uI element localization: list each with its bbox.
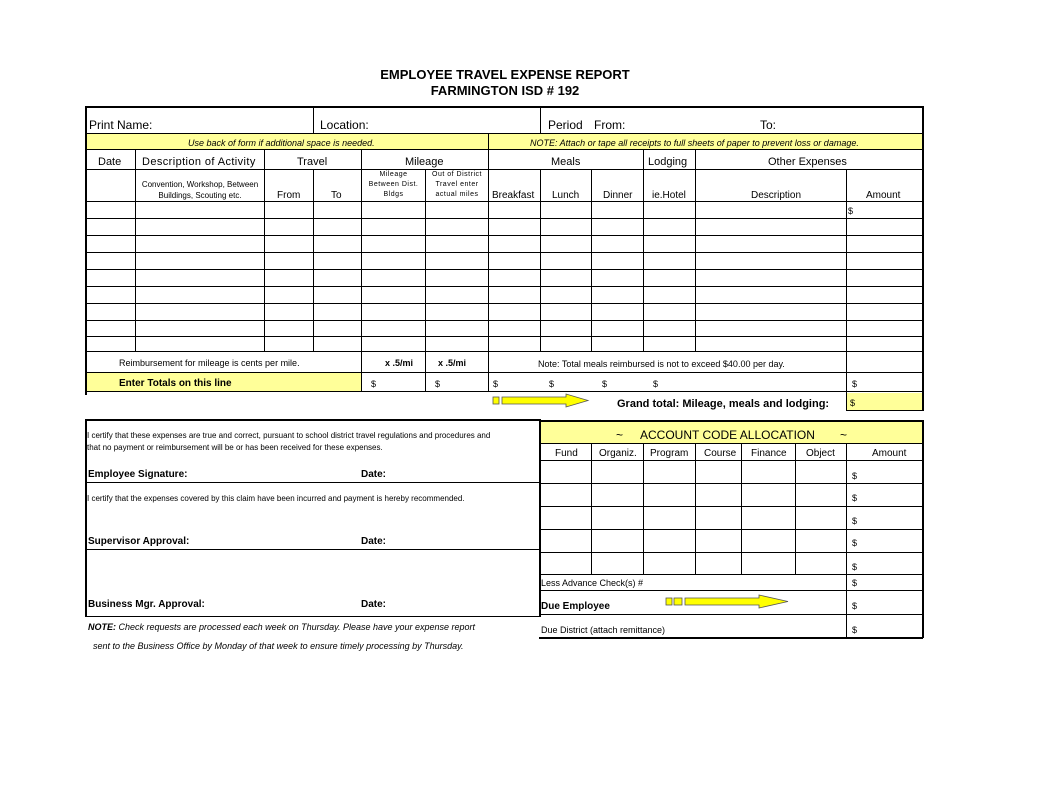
due-district-dollar: $ (852, 625, 858, 635)
total-dollar-lunch: $ (549, 379, 555, 389)
col-description-activity: Description of Activity (142, 156, 256, 168)
col-travel: Travel (297, 156, 328, 168)
col-organiz: Organiz. (599, 448, 637, 459)
total-dollar-other: $ (852, 379, 858, 389)
col-program: Program (650, 448, 689, 459)
business-mgr-date-label: Date: (361, 599, 387, 610)
col-out-of-district-1: Out of District (432, 171, 482, 178)
account-dollar-5: $ (852, 562, 858, 572)
employee-date-label: Date: (361, 469, 387, 480)
col-mileage-between-1: Mileage (379, 171, 408, 178)
grand-total-arrow-icon (492, 393, 592, 409)
back-of-form-note: Use back of form if additional space is needed. (188, 138, 375, 148)
col-fund: Fund (555, 448, 578, 459)
account-title-tilde-left: ~ (616, 428, 624, 442)
location-label: Location: (320, 118, 369, 132)
col-travel-to: To (331, 190, 342, 201)
col-date: Date (98, 156, 122, 168)
col-meals: Meals (551, 156, 581, 168)
grand-total-dollar: $ (850, 398, 856, 408)
total-dollar-dinner: $ (602, 379, 608, 389)
col-course: Course (704, 448, 737, 459)
col-out-of-district-3: actual miles (435, 191, 479, 198)
due-employee-arrow-icon (665, 594, 791, 610)
less-advance-dollar: $ (852, 578, 858, 588)
grand-total-label: Grand total: Mileage, meals and lodging: (617, 398, 830, 410)
enter-totals-label: Enter Totals on this line (119, 378, 232, 389)
mileage-reimbursement-note: Reimbursement for mileage is cents per mile. (119, 358, 300, 368)
col-finance: Finance (751, 448, 787, 459)
cert-text-1a: I certify that these expenses are true and correct, pursuant to school district travel regulations and procedures and (87, 431, 491, 440)
total-dollar-hotel: $ (653, 379, 659, 389)
col-out-of-district-2: Travel enter (435, 181, 479, 188)
total-dollar-mileage: $ (371, 379, 377, 389)
due-employee-label: Due Employee (541, 601, 610, 612)
col-mileage: Mileage (405, 156, 444, 168)
due-district-label: Due District (attach remittance) (541, 625, 666, 635)
col-amount: Amount (866, 190, 901, 201)
account-dollar-1: $ (852, 471, 858, 481)
col-mileage-between-2: Between Dist. (368, 181, 419, 188)
col-lunch: Lunch (552, 190, 580, 201)
footer-note-label: NOTE: (88, 622, 116, 632)
supervisor-approval-label: Supervisor Approval: (88, 536, 190, 547)
due-employee-dollar: $ (852, 601, 858, 611)
supervisor-date-label: Date: (361, 536, 387, 547)
col-lodging: Lodging (648, 156, 688, 168)
account-dollar-4: $ (852, 538, 858, 548)
total-dollar-out-of-district: $ (435, 379, 441, 389)
first-amount-dollar: $ (848, 206, 854, 216)
account-dollar-2: $ (852, 493, 858, 503)
receipts-note: NOTE: Attach or tape all receipts to full sheets of paper to prevent loss or damage. (530, 138, 859, 148)
footer-note-text-1: Check requests are processed each week on Thursday. Please have your expense report (118, 622, 476, 632)
meals-limit-note: Note: Total meals reimbursed is not to exceed $40.00 per day. (538, 359, 785, 369)
account-code-title: ACCOUNT CODE ALLOCATION (640, 428, 815, 442)
col-hotel: ie.Hotel (652, 190, 686, 201)
form-title: EMPLOYEE TRAVEL EXPENSE REPORT (380, 67, 630, 82)
period-from-label: From: (594, 118, 626, 132)
cert-text-1b: that no payment or reimbursement will be or has been received for these expenses. (87, 443, 383, 452)
employee-signature-label: Employee Signature: (88, 469, 188, 480)
col-travel-from: From (277, 190, 301, 201)
mileage-rate-2: x .5/mi (438, 358, 467, 368)
account-title-tilde-right: ~ (840, 428, 848, 442)
mileage-rate-1: x .5/mi (385, 358, 414, 368)
account-dollar-3: $ (852, 516, 858, 526)
total-dollar-breakfast: $ (493, 379, 499, 389)
footer-note-line-1 (88, 622, 475, 632)
period-label: Period (548, 118, 583, 132)
col-description-sub-2: Buildings, Scouting etc. (158, 191, 242, 200)
col-dinner: Dinner (603, 190, 633, 201)
col-breakfast: Breakfast (492, 190, 535, 201)
period-to-label: To: (760, 118, 777, 132)
col-object: Object (806, 448, 835, 459)
col-other-expenses: Other Expenses (768, 156, 847, 168)
col-account-amount: Amount (872, 448, 907, 459)
less-advance-label: Less Advance Check(s) # (541, 578, 644, 588)
col-mileage-between-3: Bldgs (383, 191, 404, 198)
print-name-label: Print Name: (89, 118, 153, 132)
form-subtitle: FARMINGTON ISD # 192 (430, 83, 580, 98)
business-mgr-approval-label: Business Mgr. Approval: (88, 599, 205, 610)
footer-note-text-2: sent to the Business Office by Monday of that week to ensure timely processing by Thursday. (93, 641, 464, 651)
col-description: Description (751, 190, 802, 201)
cert-text-2: I certify that the expenses covered by this claim have been incurred and payment is hereby recommended. (87, 494, 465, 503)
col-description-sub-1: Convention, Workshop, Between (141, 180, 259, 189)
grand-total-fill (846, 393, 922, 410)
